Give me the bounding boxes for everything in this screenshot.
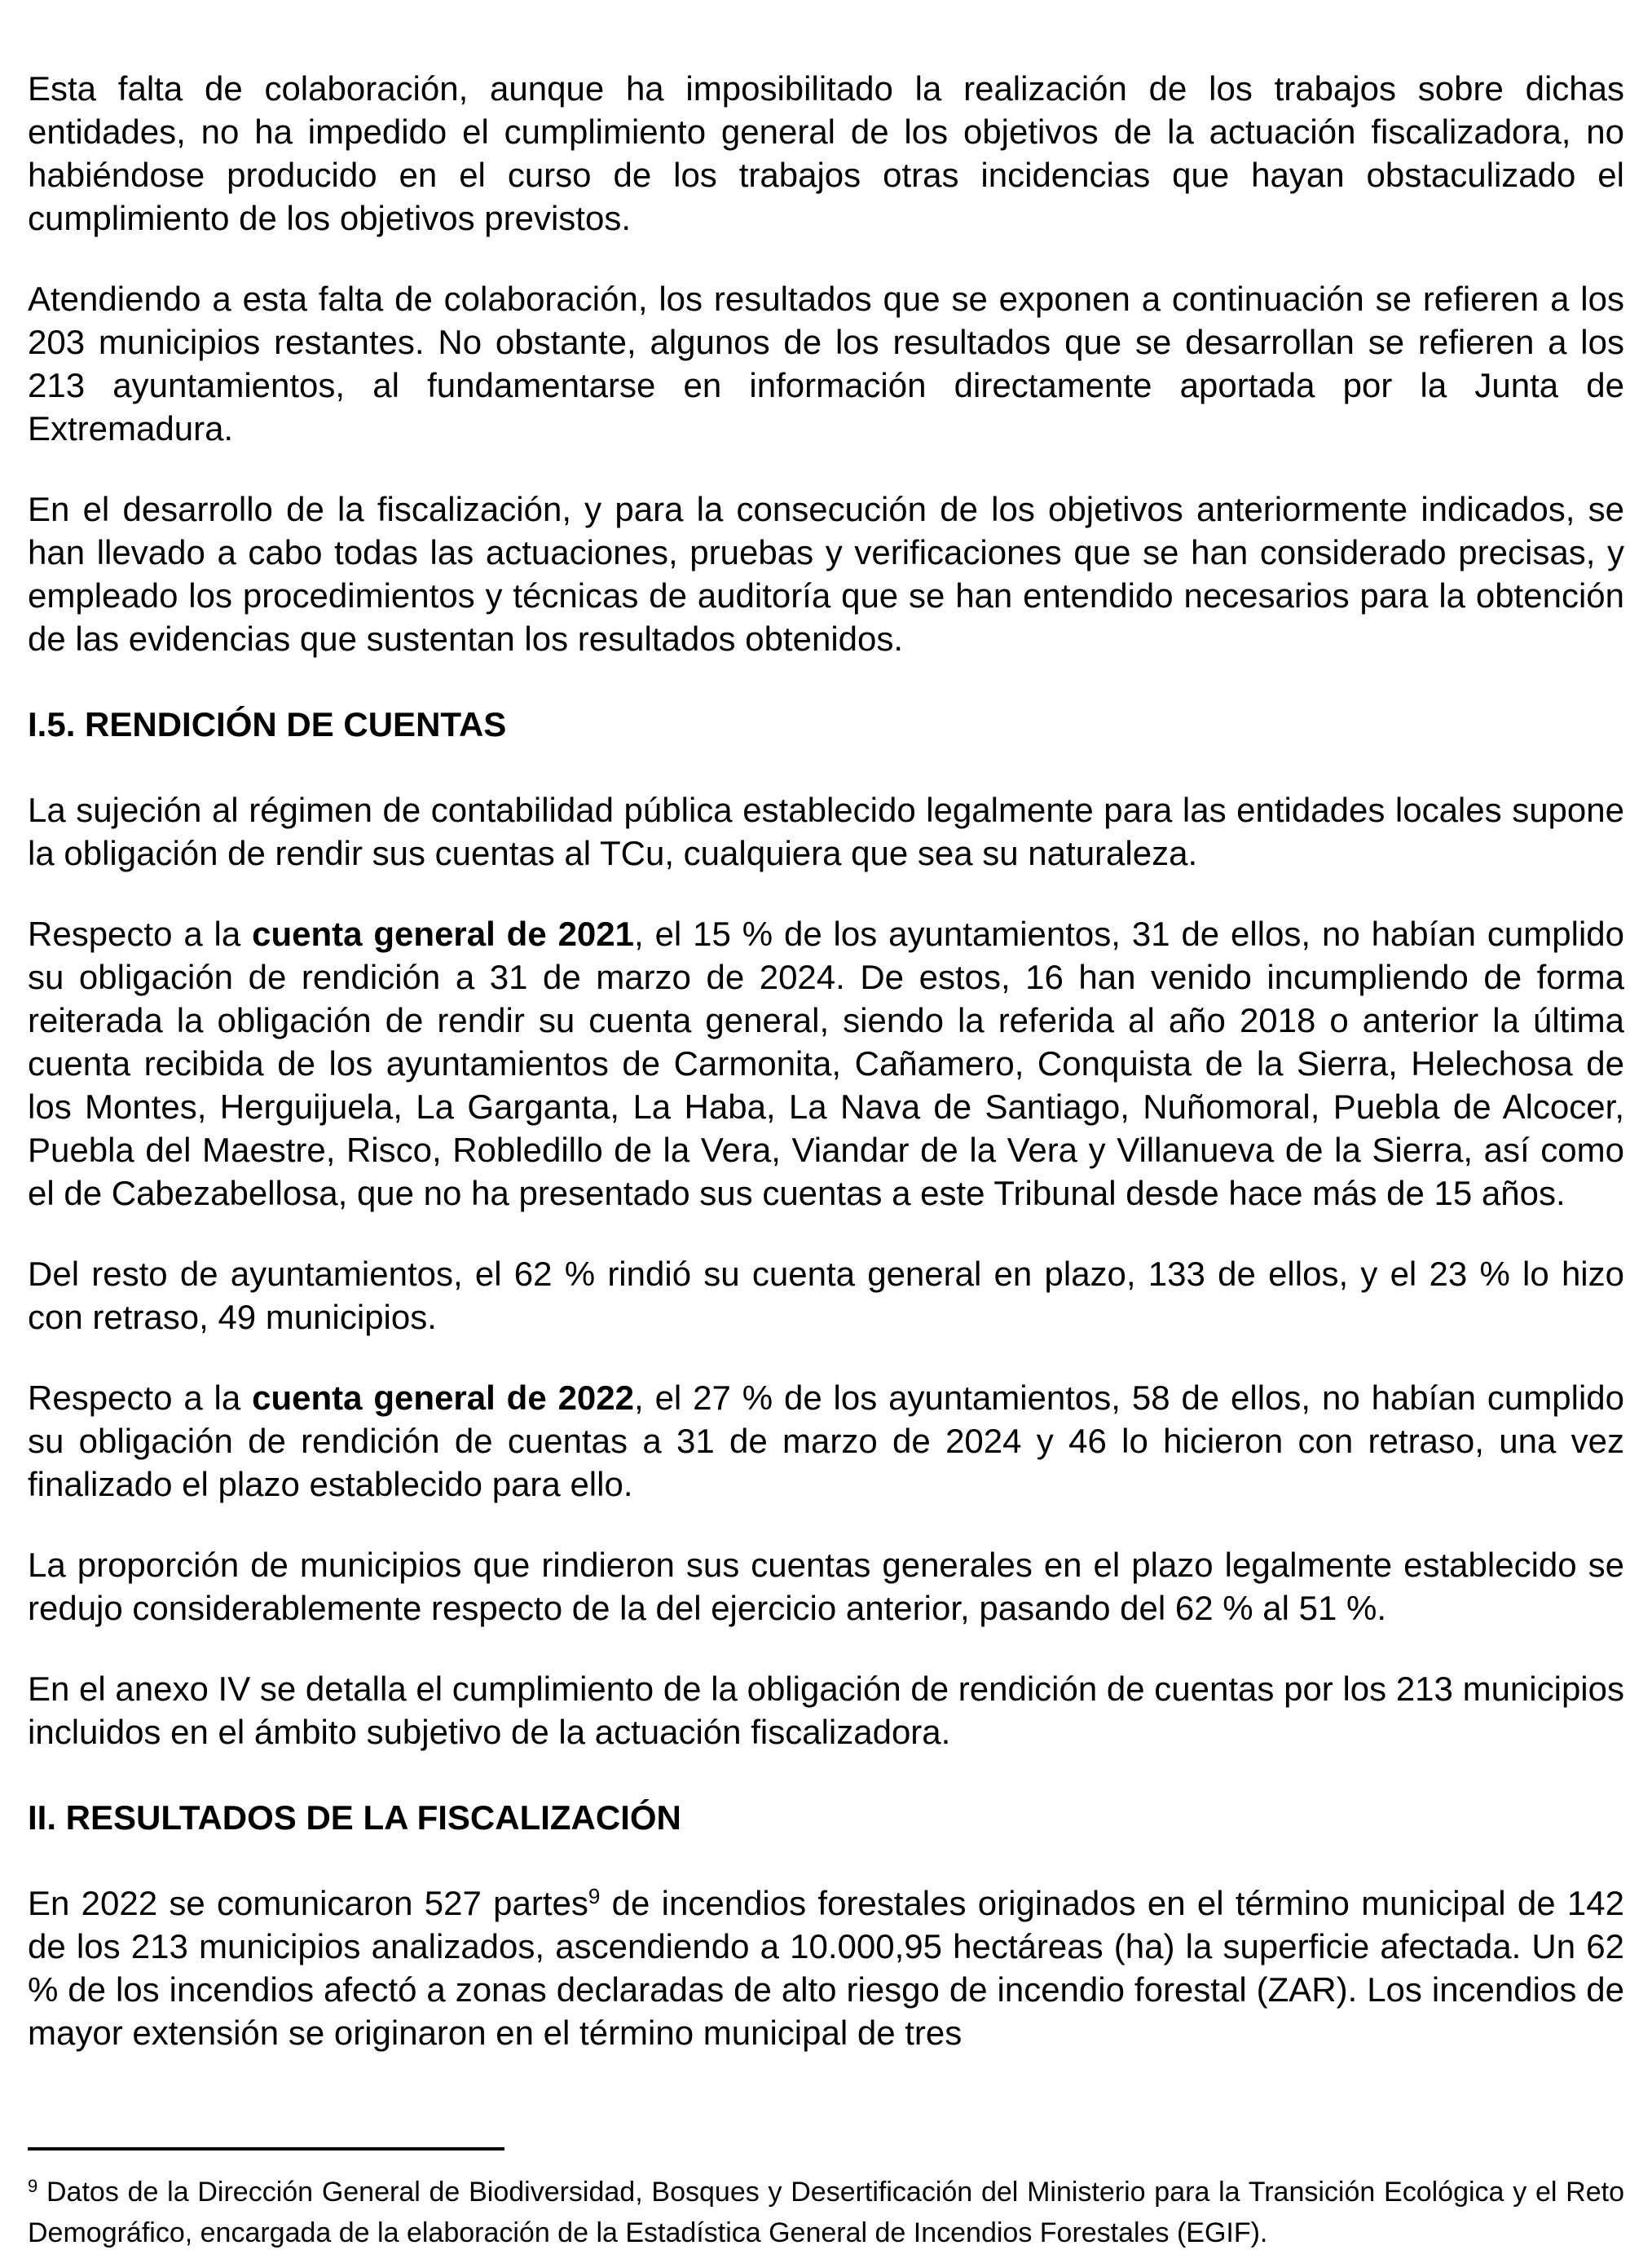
bold-emphasis-cuenta-general-2022: cuenta general de 2022 — [252, 1379, 635, 1417]
run-rest: de incendios forestales originados en el término municipal de 142 de los 213 municipios analizados, ascendiendo a 10.000,95 hectáreas (ha) la superficie afectada. Un 62 % de los incendios afectó a zonas declaradas de alto riesgo de incendio forestal (ZAR). Los incendios de mayor extensión se originaron en el término municipal de tres — [28, 1884, 1624, 2052]
run-rest: , el 15 % de los ayuntamientos, 31 de ellos, no habían cumplido su obligación de rendición a 31 de marzo de 2024. De estos, 16 han venido incumpliendo de forma reiterada la obligación de rendir su cuenta general, siendo la referida al año 2018 o anterior la última cuenta recibida de los ayuntamientos de Carmonita, Cañamero, Conquista de la Sierra, Helechosa de los Montes, Herguijuela, La Garganta, La Haba, La Nava de Santiago, Nuñomoral, Puebla de Alcocer, Puebla del Maestre, Risco, Robledillo de la Vera, Viandar de la Vera y Villanueva de la Sierra, así como el de Cabezabellosa, que no ha presentado sus cuentas a este Tribunal desde hace más de 15 años. — [28, 915, 1624, 1212]
paragraph-anexo-iv: En el anexo IV se detalla el cumplimiento de la obligación de rendición de cuentas por los 213 municipios incluidos en el ámbito subjetivo de la actuación fiscalizadora. — [28, 1670, 1624, 1751]
document-body — [28, 67, 1624, 2054]
footnote-area — [28, 2147, 1624, 2253]
run-lead: Respecto a la — [28, 1379, 253, 1417]
section-heading-resultados-fiscalizacion: II. RESULTADOS DE LA FISCALIZACIÓN — [28, 1798, 681, 1837]
paragraph-atendiendo: Atendiendo a esta falta de colaboración, los resultados que se exponen a continuación se refieren a los 203 municipios restantes. No obstante, algunos de los resultados que se desarrollan se refieren a los 213 ayuntamientos, al fundamentarse en información directamente aportada por la Junta de Extremadura. — [28, 280, 1624, 448]
paragraph-sujecion: La sujeción al régimen de contabilidad pública establecido legalmente para las entidades locales supone la obligación de rendir sus cuentas al TCu, cualquiera que sea su naturaleza. — [28, 791, 1624, 872]
paragraph-desarrollo: En el desarrollo de la fiscalización, y para la consecución de los objetivos anteriormente indicados, se han llevado a cabo todas las actuaciones, pruebas y verificaciones que se han considerado precisas, y empleado los procedimientos y técnicas de auditoría que se han entendido necesarios para la obtención de las evidencias que sustentan los resultados obtenidos. — [28, 490, 1624, 658]
paragraph-incendios — [28, 1881, 1624, 2054]
footnote-reference-9: 9 — [588, 1884, 601, 1908]
run-rest: , el 27 % de los ayuntamientos, 58 de ellos, no habían cumplido su obligación de rendición de cuentas a 31 de marzo de 2024 y 46 lo hicieron con retraso, una vez finalizado el plazo establecido para ello. — [28, 1379, 1624, 1503]
run-lead: Respecto a la — [28, 915, 253, 953]
paragraph-proporcion: La proporción de municipios que rindieron sus cuentas generales en el plazo legalmente establecido se redujo considerablemente respecto de la del ejercicio anterior, pasando del 62 % al 51 %. — [28, 1546, 1624, 1627]
footnote-9 — [28, 2172, 1624, 2253]
bold-emphasis-cuenta-general-2021: cuenta general de 2021 — [252, 915, 635, 953]
paragraph-colaboracion: Esta falta de colaboración, aunque ha imposibilitado la realización de los trabajos sobre dichas entidades, no ha impedido el cumplimiento general de los objetivos de la actuación fiscalizadora, no habiéndose producido en el curso de los trabajos otras incidencias que hayan obstaculizado el cumplimiento de los objetivos previstos. — [28, 69, 1624, 237]
paragraph-cuenta-general-2022 — [28, 1376, 1624, 1506]
paragraph-cuenta-general-2021 — [28, 912, 1624, 1215]
paragraph-del-resto: Del resto de ayuntamientos, el 62 % rindió su cuenta general en plazo, 133 de ellos, y el 23 % lo hizo con retraso, 49 municipios. — [28, 1255, 1624, 1336]
footnote-separator-rule — [28, 2147, 504, 2151]
section-heading-rendicion-de-cuentas: I.5. RENDICIÓN DE CUENTAS — [28, 705, 507, 743]
footnote-marker-9: 9 — [28, 2176, 38, 2196]
footnote-text-run: Datos de la Dirección General de Biodiversidad, Bosques y Desertificación del Ministerio para la Transición Ecológica y el Reto Demográfico, encargada de la elaboración de la Estadística General de Incendios Forestales (EGIF). — [28, 2177, 1624, 2248]
run-lead: En 2022 se comunicaron 527 partes — [28, 1884, 588, 1922]
